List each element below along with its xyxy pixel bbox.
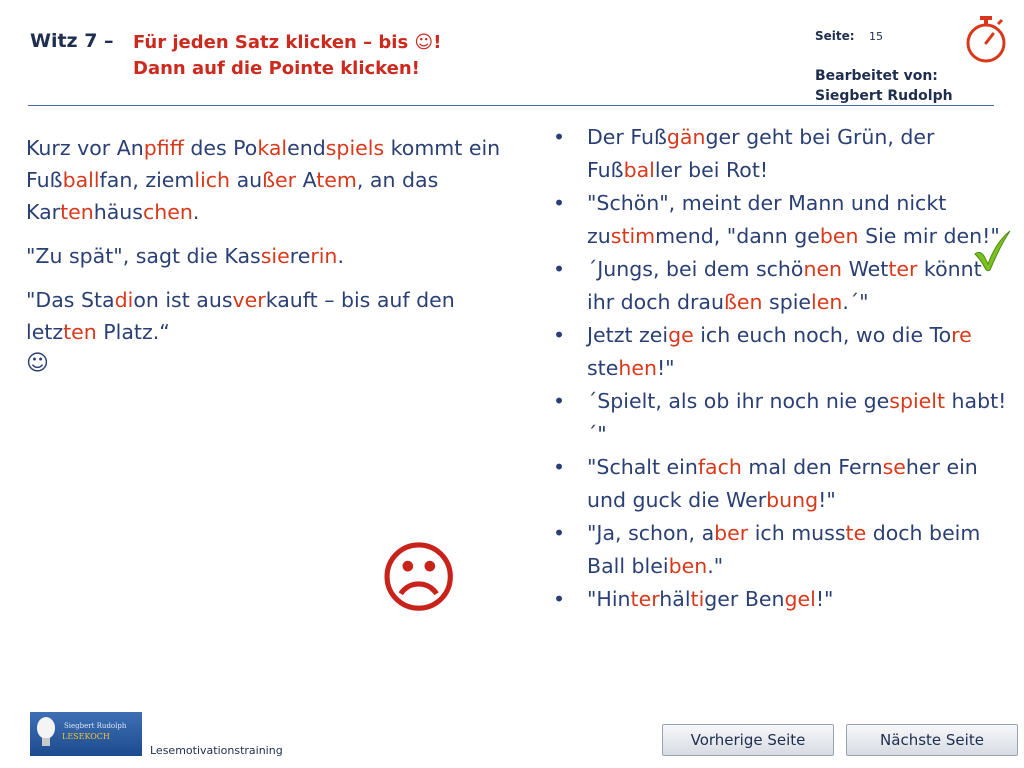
text-segment: mal den Fern <box>741 455 883 479</box>
text-segment: !" <box>656 356 675 380</box>
text-segment: . <box>192 200 200 224</box>
highlighted-syllable: sie <box>260 244 290 268</box>
text-segment: spie <box>762 290 812 314</box>
bullet-icon: • <box>553 125 566 149</box>
sentence-option[interactable] <box>553 451 1013 517</box>
highlighted-syllable: ten <box>63 320 97 344</box>
text-segment: ger Ben <box>704 587 785 611</box>
highlighted-syllable: ber <box>714 521 749 545</box>
light-bulb-icon <box>36 716 56 750</box>
sentence-option[interactable] <box>553 385 1013 451</box>
bullet-icon: • <box>553 587 566 611</box>
bullet-icon: • <box>553 323 566 347</box>
highlighted-syllable: pfiff <box>143 136 184 160</box>
highlighted-syllable: re <box>951 323 972 347</box>
highlighted-syllable: ben <box>668 554 708 578</box>
text-segment: habt!´" <box>587 389 1007 446</box>
bullet-icon: • <box>553 521 566 545</box>
highlighted-syllable: ben <box>819 224 859 248</box>
text-segment: "Ja, schon, a <box>587 521 715 545</box>
sentence-option[interactable] <box>553 517 1013 583</box>
text-segment: "Zu spät", sagt die Kas <box>26 244 261 268</box>
text-segment: ´Spielt, als ob ihr noch nie ge <box>587 389 890 413</box>
highlighted-syllable: te <box>845 521 867 545</box>
text-segment: ich euch noch, wo die To <box>693 323 952 347</box>
text-segment: . <box>337 244 344 268</box>
page-label: Seite: <box>815 29 855 43</box>
highlighted-syllable: hen <box>618 356 657 380</box>
smiley-icon: ☺ <box>26 351 49 376</box>
highlighted-syllable: gän <box>666 125 706 149</box>
text-segment: ." <box>707 554 724 578</box>
text-segment: mend, "dann ge <box>655 224 820 248</box>
highlighted-syllable: gel <box>784 587 816 611</box>
highlighted-syllable: fach <box>697 455 742 479</box>
logo-brand: LESEKOCH <box>62 732 110 741</box>
checkmark-icon <box>972 228 1012 272</box>
highlighted-syllable: bal <box>623 158 655 182</box>
highlighted-syllable: chen <box>142 200 193 224</box>
text-segment: Sie mir den!" <box>858 224 1000 248</box>
lesekoch-logo <box>30 712 142 756</box>
highlighted-syllable: ball <box>62 168 100 192</box>
highlighted-syllable: kal <box>257 136 288 160</box>
text-segment: Der Fuß <box>587 125 667 149</box>
highlighted-syllable: di <box>114 288 134 312</box>
highlighted-syllable: spiels <box>325 136 385 160</box>
text-segment: end <box>287 136 326 160</box>
highlighted-syllable: ßer <box>262 168 297 192</box>
text-segment: ich muss <box>748 521 846 545</box>
logo-author: Siegbert Rudolph <box>64 722 127 730</box>
text-segment: Wet <box>842 257 889 281</box>
page-number: 15 <box>869 30 883 43</box>
sentence-option[interactable] <box>553 253 1013 319</box>
highlighted-syllable: se <box>882 455 906 479</box>
joke-label: Witz 7 – <box>30 30 114 52</box>
text-segment: ´Jungs, bei dem schö <box>587 257 804 281</box>
story-text[interactable] <box>26 132 526 380</box>
text-segment: "Das Sta <box>26 288 115 312</box>
text-segment: ger geht bei Grün, der Fuß <box>587 125 935 182</box>
text-segment: doch beim Ball blei <box>587 521 981 578</box>
next-page-button[interactable]: Nächste Seite <box>846 724 1018 756</box>
highlighted-syllable: rin <box>310 244 338 268</box>
text-segment: kommt ein Fuß <box>26 136 501 192</box>
instruction-text <box>133 30 441 82</box>
highlighted-syllable: spielt <box>889 389 945 413</box>
story-paragraph[interactable] <box>26 284 526 348</box>
editor-label: Bearbeitet von: <box>815 68 938 84</box>
highlighted-syllable: ge <box>668 323 694 347</box>
bullet-icon: • <box>553 257 566 281</box>
text-segment: ste <box>587 356 619 380</box>
text-segment: Kurz vor An <box>26 136 144 160</box>
highlighted-syllable: ver <box>232 288 266 312</box>
bullet-icon: • <box>553 455 566 479</box>
text-segment: häl <box>659 587 691 611</box>
text-segment: !" <box>818 488 836 512</box>
highlighted-syllable: ten <box>60 200 94 224</box>
text-segment: re <box>289 244 311 268</box>
text-segment: her ein und guck die Wer <box>587 455 978 512</box>
text-segment: kauft – bis auf den letz <box>26 288 455 344</box>
text-segment: des Po <box>183 136 258 160</box>
text-segment: A <box>296 168 317 192</box>
sad-face-icon: ☹ <box>378 534 460 624</box>
text-segment: "Schalt ein <box>587 455 698 479</box>
text-segment: könnt ihr doch drau <box>587 257 982 314</box>
highlighted-syllable: bung <box>766 488 819 512</box>
sentence-option[interactable] <box>553 319 1013 385</box>
text-segment: on ist aus <box>133 288 233 312</box>
text-segment: häus <box>93 200 143 224</box>
highlighted-syllable: ter <box>630 587 660 611</box>
bullet-icon: • <box>553 191 566 215</box>
text-segment: Jetzt zei <box>587 323 669 347</box>
text-segment: Platz.“ <box>96 320 170 344</box>
editor-name: Siegbert Rudolph <box>815 88 953 104</box>
sentence-option[interactable] <box>553 583 1013 616</box>
header-divider <box>28 105 994 106</box>
text-segment: "Hin <box>587 587 631 611</box>
instruction-line-2: Dann auf die Pointe klicken! <box>133 58 420 79</box>
text-segment: au <box>230 168 263 192</box>
text-segment: !" <box>815 587 834 611</box>
highlighted-syllable: ter <box>888 257 918 281</box>
text-segment: .´" <box>842 290 869 314</box>
highlighted-syllable: lich <box>194 168 231 192</box>
editor-info <box>815 66 953 106</box>
previous-page-button[interactable]: Vorherige Seite <box>662 724 834 756</box>
sentence-option[interactable] <box>553 121 1013 187</box>
sentence-options <box>553 121 1013 616</box>
highlighted-syllable: ti <box>690 587 705 611</box>
text-segment: "Schön", meint der Mann und nickt zu <box>587 191 947 248</box>
text-segment: , an das Kar <box>26 168 439 224</box>
highlighted-syllable: nen <box>803 257 843 281</box>
story-paragraph[interactable] <box>26 132 526 228</box>
sentence-option[interactable] <box>553 187 1013 253</box>
stopwatch-icon[interactable] <box>962 14 1010 64</box>
highlighted-syllable: len <box>811 290 843 314</box>
bullet-icon: • <box>553 389 566 413</box>
text-segment: ler bei Rot! <box>654 158 769 182</box>
highlighted-syllable: tem <box>316 168 357 192</box>
footer-label: Lesemotivationstraining <box>150 744 283 757</box>
instruction-line-1: Für jeden Satz klicken – bis ☺! <box>133 32 442 53</box>
highlighted-syllable: ßen <box>723 290 763 314</box>
highlighted-syllable: stim <box>610 224 656 248</box>
story-paragraph[interactable] <box>26 240 526 272</box>
text-segment: fan, ziem <box>99 168 195 192</box>
